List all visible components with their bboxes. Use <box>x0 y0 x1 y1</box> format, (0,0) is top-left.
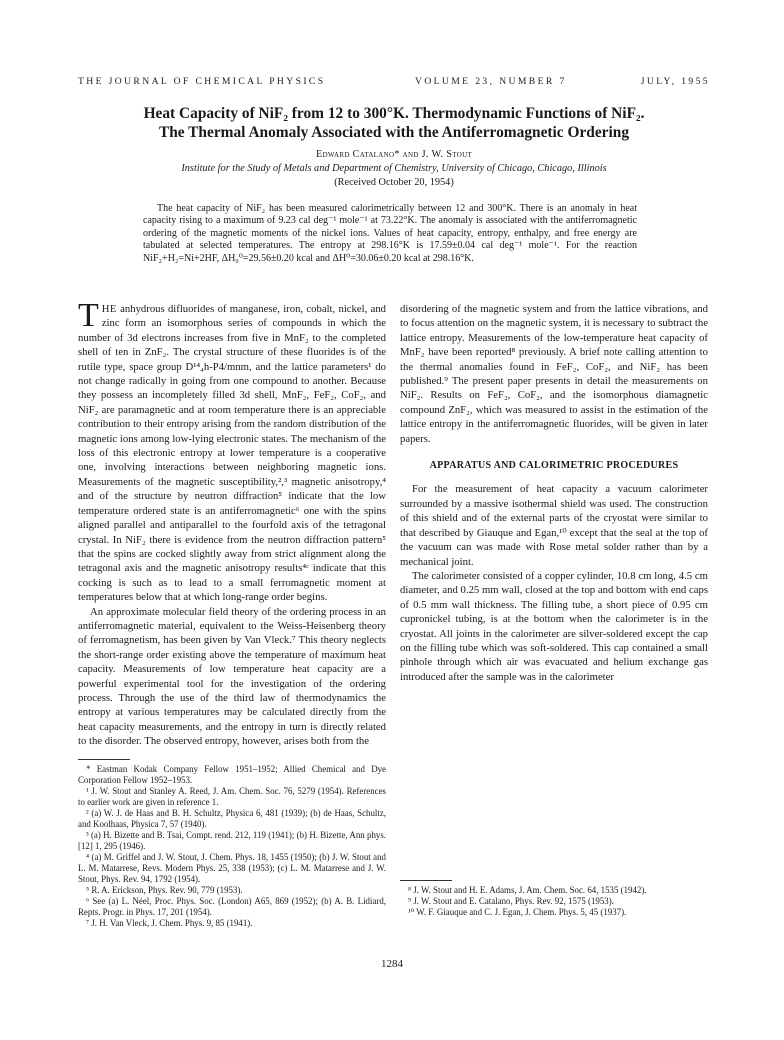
footnote: ¹⁰ W. F. Giauque and C. J. Egan, J. Chem. Phys. 5, 45 (1937). <box>408 907 627 917</box>
authors: Edward Catalano* and J. W. Stout <box>315 149 473 160</box>
volume-number: VOLUME 23, NUMBER 7 <box>415 76 567 87</box>
paragraph-1 <box>78 297 387 605</box>
paragraph-3: For the measurement of heat capacity a vacuum calorimeter surrounded by a massive isothermal shield was used. The construction of this shield and of the external parts of the cryostat were similar to that described by Giauque and Egan,¹⁰ except that the seal at the top of the vacuum can was made with Rose metal solder rather than by a mechanical joint. <box>400 483 708 568</box>
journal-name: THE JOURNAL OF CHEMICAL PHYSICS <box>78 76 326 87</box>
footnote: * Eastman Kodak Company Fellow 1951–1952; Allied Chemical and Dye Corporation Fellow 1952–1953. <box>78 764 386 785</box>
paper-title <box>78 104 710 142</box>
abstract <box>143 203 637 265</box>
left-column <box>78 297 387 749</box>
drop-cap: T <box>78 297 99 334</box>
affiliation: Institute for the Study of Metals and Department of Chemistry, University of Chicago, Chicago, Illinois <box>181 163 607 174</box>
footnote: ⁷ J. H. Van Vleck, J. Chem. Phys. 9, 85 (1941). <box>86 918 253 928</box>
footnote: ⁹ J. W. Stout and E. Catalano, Phys. Rev. 92, 1575 (1953). <box>408 896 614 906</box>
footnote-rule <box>78 759 130 760</box>
abstract-text: The heat capacity of NiF₂ has been measured calorimetrically between 12 and 300°K. There is an anomaly in heat capacity rising to a maximum of 9.23 cal deg⁻¹ mole⁻¹ at 73.22°K. The anomaly is associated with the antiferromagnetic ordering of the magnetic moments of the nickel ions. Values of heat capacity, entropy, enthalpy, and free energy are tabulated at selected temperatures. The entropy at 298.16°K is 17.59±0.04 cal deg⁻¹ mole⁻¹. For the reaction NiF₂+H₂=Ni+2HF, ΔH₀⁰=29.56±0.20 kcal and ΔH⁰=30.06±0.20 kcal at 298.16°K. <box>143 203 637 264</box>
footnote: ⁸ J. W. Stout and H. E. Adams, J. Am. Chem. Soc. 64, 1535 (1942). <box>408 885 647 895</box>
footnote: ⁵ R. A. Erickson, Phys. Rev. 90, 779 (1953). <box>86 885 243 895</box>
title-line-1: Heat Capacity of NiF₂ from 12 to 300°K. Thermodynamic Functions of NiF₂. <box>143 105 645 122</box>
issue-date: JULY, 1955 <box>640 76 710 87</box>
footnotes-right <box>400 880 708 918</box>
footnotes-left <box>78 759 386 929</box>
paragraph-1-text: anhydrous difluorides of manganese, iron, cobalt, nickel, and zinc form an isomorphous series of compounds in which the number of 3d electrons increases from five in MnF₂ to the completed shell of ten in ZnF₂. The crystal structure of these fluorides is of the rutile type, space group D¹⁴₄h-P4/mnm, and the lattice parameters¹ do not change radically in going from one compound to another. Because they possess an incompletely filled 3d shell, MnF₂, FeF₂, CoF₂, and NiF₂ are paramagnetic and at room temperature there is an appreciable contribution to their entropy arising from the random distribution of the magnetic ions among low-lying electronic states. The mechanism of the loss of this electronic entropy at lower temperature is a cooperative one, involving interactions between neighboring magnetic ions. Measurements of the magnetic susceptibility,²,³ magnetic anisotropy,⁴ and of the structure by neutron diffraction⁵ indicate that the low temperature ordered state is an antiferromagnetic⁶ one with the spins aligned parallel and antiparallel to the fourfold axis of the tetragonal crystal. In NiF₂ there is evidence from the neutron diffraction pattern⁵ that the spins are cocked slightly away from strict alignment along the tetragonal axis and the magnetic anisotropy results⁴ᶜ indicate that this cocking is such as to lead to a small ferromagnetic moment at temperatures below that at which long-range order begins. <box>78 303 387 604</box>
lead-in: HE <box>101 303 117 315</box>
running-head <box>78 76 710 90</box>
footnote: ⁶ See (a) L. Néel, Proc. Phys. Soc. (London) A65, 869 (1952); (b) A. B. Lidiard, Repts. Progr. in Phys. 17, 201 (1954). <box>78 896 386 917</box>
section-heading: APPARATUS AND CALORIMETRIC PROCEDURES <box>429 460 679 472</box>
paragraph-2-continued: disordering of the magnetic system and from the lattice vibrations, and to focus attention on the magnetic system, it is necessary to subtract the lattice entropy. Measurements of the low-temperature heat capacity of MnF₂ have been reported⁸ previously. A brief note calling attention to the thermal anomalies found in FeF₂, CoF₂, and NiF₂ has been published.⁹ The present paper presents in detail the measurements on NiF₂. Results on FeF₂, CoF₂, and the isomorphous diamagnetic compound ZnF₂, which was measured to assist in the estimation of the lattice entropy in the antiferromagnetic fluorides, will be given in later papers. <box>400 303 708 445</box>
paragraph-4: The calorimeter consisted of a copper cylinder, 10.8 cm long, 4.5 cm diameter, and 0.25 mm wall, closed at the top and bottom with end caps of 0.5 mm wall thickness. The filling tube, a short piece of 0.95 cm cupronickel tubing, is at the bottom when the calorimeter is in the cryostat. All joints in the calorimeter are silver-soldered except the cap on the filling tube which was soft-soldered. This cap contained a small pinhole through which air was evacuated and helium exchange gas introduced after the sample was in the calorimeter <box>400 569 708 683</box>
footnote: ¹ J. W. Stout and Stanley A. Reed, J. Am. Chem. Soc. 76, 5279 (1954). References to earlier work are given in reference 1. <box>78 786 386 807</box>
right-column <box>400 302 708 684</box>
footnote: ² (a) W. J. de Haas and B. H. Schultz, Physica 6, 481 (1939); (b) de Haas, Schultz, and Koolhaas, Physica 7, 57 (1940). <box>78 808 386 829</box>
footnote: ⁴ (a) M. Griffel and J. W. Stout, J. Chem. Phys. 18, 1455 (1950); (b) J. W. Stout and L. M. Matarrese, Revs. Modern Phys. 25, 338 (1953); (c) L. M. Matarrese and J. W. Stout, Phys. Rev. 94, 1792 (1954). <box>78 852 386 884</box>
footnote-rule <box>400 880 452 881</box>
page-number: 1284 <box>381 958 403 970</box>
footnote: ³ (a) H. Bizette and B. Tsai, Compt. rend. 212, 119 (1941); (b) H. Bizette, Ann phys. [12] 1, 295 (1946). <box>78 830 386 851</box>
paragraph-2: An approximate molecular field theory of the ordering process in an antiferromagnetic material, equivalent to the Weiss-Heisenberg theory of ferromagnetism, has been given by Van Vleck.⁷ This theory neglects the short-range order existing above the temperature of maximum heat capacity. Measurements of low temperature heat capacity are a powerful experimental tool for the investigation of the ordering process. Through the use of the third law of thermodynamics the entropy at various temperatures may be calculated directly from the heat capacity measurements, and the entropy in turn is directly related to the disorder. The observed entropy, however, arises both from the <box>78 605 386 748</box>
received-date: (Received October 20, 1954) <box>334 177 454 188</box>
title-line-2: The Thermal Anomaly Associated with the Antiferromagnetic Ordering <box>158 124 630 141</box>
